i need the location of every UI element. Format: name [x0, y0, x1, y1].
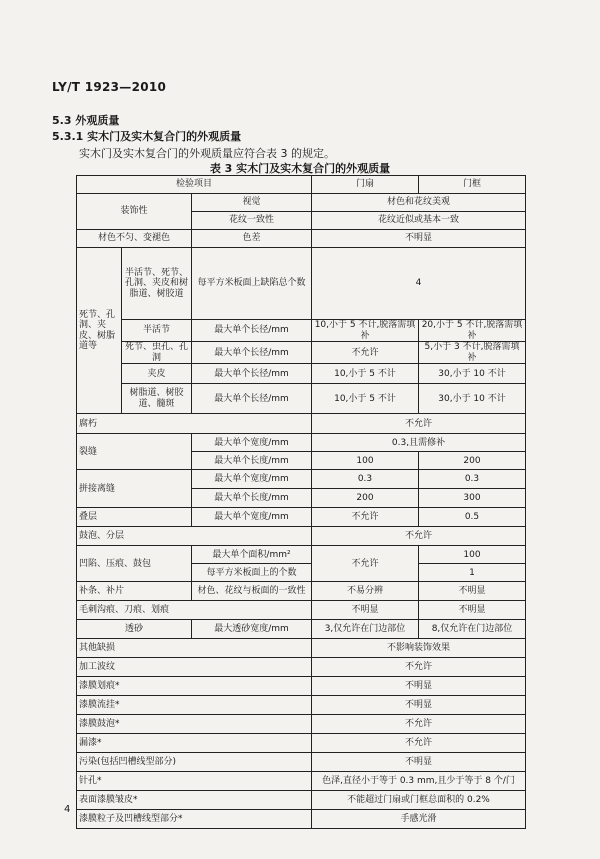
- table-row: [77, 434, 526, 452]
- row-value-leaf: 不易分辨: [312, 582, 419, 601]
- row-value-leaf: 10,小于 5 不计,脱落需填补: [312, 320, 419, 342]
- row-value-frame: 0.3: [419, 470, 526, 489]
- table-caption: 表 3 实木门及实木复合门的外观质量: [209, 162, 391, 175]
- table-row: [77, 546, 526, 564]
- row-value-frame: 30,小于 10 不计: [419, 384, 526, 414]
- row-value-frame: 20,小于 5 不计,脱落需填补: [419, 320, 526, 342]
- row-value: 色泽,直径小于等于 0.3 mm,且少于等于 8 个/门: [312, 772, 526, 791]
- header-door-leaf: 门扇: [312, 176, 419, 194]
- row-indicator: 最大单个宽度/mm: [192, 508, 312, 527]
- table-row: [77, 677, 526, 696]
- row-value-frame: 0.5: [419, 508, 526, 527]
- row-label: 拼接离缝: [77, 470, 192, 508]
- table-row: [77, 734, 526, 753]
- table-row: [77, 639, 526, 658]
- row-indicator: 最大单个宽度/mm: [192, 470, 312, 489]
- table-row: [77, 620, 526, 639]
- row-value: 不影响装饰效果: [312, 639, 526, 658]
- row-value: 不允许: [312, 734, 526, 753]
- table-row: [77, 527, 526, 546]
- row-label: 补条、补片: [77, 582, 192, 601]
- row-value-frame: 不明显: [419, 601, 526, 620]
- row-label: 漆膜粒子及凹槽线型部分*: [77, 810, 312, 829]
- row-value: 不允许: [312, 658, 526, 677]
- row-value-frame: 300: [419, 489, 526, 508]
- row-value: 材色和花纹美观: [312, 194, 526, 212]
- header-item: 检验项目: [77, 176, 312, 194]
- row-value-leaf: 不允许: [312, 508, 419, 527]
- group-label-knots: 死节、孔洞、夹皮、树脂道等: [77, 248, 122, 414]
- table-row: [77, 194, 526, 212]
- table-row: [77, 508, 526, 527]
- table-row: [77, 582, 526, 601]
- row-indicator: 每平方米板面上缺陷总个数: [192, 248, 312, 320]
- row-label: 加工波纹: [77, 658, 312, 677]
- row-value: 不明显: [312, 753, 526, 772]
- row-value: 手感光滑: [312, 810, 526, 829]
- row-label: 其他缺损: [77, 639, 312, 658]
- row-indicator: 材色、花纹与板面的一致性: [192, 582, 312, 601]
- row-indicator: 最大单个长径/mm: [192, 384, 312, 414]
- row-value-leaf: 3,仅允许在门边部位: [312, 620, 419, 639]
- appearance-quality-table: [76, 175, 526, 829]
- row-label: 污染(包括凹槽线型部分): [77, 753, 312, 772]
- row-label: 裂缝: [77, 434, 192, 470]
- table-row: [77, 414, 526, 434]
- row-value: 不允许: [312, 715, 526, 734]
- row-value-leaf: 10,小于 5 不计: [312, 384, 419, 414]
- row-indicator: 最大单个宽度/mm: [192, 434, 312, 452]
- table-row: [77, 601, 526, 620]
- row-value: 不明显: [312, 677, 526, 696]
- row-indicator: 最大单个长度/mm: [192, 452, 312, 470]
- row-label: 腐朽: [77, 414, 312, 434]
- header-door-frame: 门框: [419, 176, 526, 194]
- row-value: 花纹近似或基本一致: [312, 212, 526, 230]
- row-value-leaf: 0.3: [312, 470, 419, 489]
- row-indicator: 最大单个面积/mm²: [192, 546, 312, 564]
- table-row: [77, 753, 526, 772]
- row-label: 装饰性: [77, 194, 192, 230]
- row-sublabel: 半活节: [122, 320, 192, 342]
- row-value-leaf: 200: [312, 489, 419, 508]
- standard-number: LY/T 1923—2010: [52, 80, 167, 94]
- section-heading-5-3-1: 5.3.1 实木门及实木复合门的外观质量: [52, 130, 242, 143]
- row-label: 表面漆膜皱皮*: [77, 791, 312, 810]
- row-value: 不明显: [312, 230, 526, 248]
- row-label: 材色不匀、变褪色: [77, 230, 192, 248]
- row-value-leaf: 10,小于 5 不计: [312, 364, 419, 384]
- table-row: [77, 384, 526, 414]
- row-value: 0.3,且需修补: [312, 434, 526, 452]
- row-value: 4: [312, 248, 526, 320]
- row-value-leaf: 100: [312, 452, 419, 470]
- row-indicator: 最大单个长径/mm: [192, 320, 312, 342]
- row-sublabel: 夹皮: [122, 364, 192, 384]
- row-indicator: 花纹一致性: [192, 212, 312, 230]
- row-value: 不能超过门扇或门框总面积的 0.2%: [312, 791, 526, 810]
- row-value-frame: 1: [419, 564, 526, 582]
- row-indicator: 最大单个长径/mm: [192, 342, 312, 364]
- table-row: [77, 810, 526, 829]
- row-value-leaf: 不允许: [312, 546, 419, 582]
- page-number: 4: [64, 804, 71, 815]
- section-heading-5-3: 5.3 外观质量: [52, 114, 120, 127]
- row-sublabel: 半活节、死节、孔洞、夹皮和树脂道、树胶道: [122, 248, 192, 320]
- table-header-row: [77, 176, 526, 194]
- row-label: 漆膜流挂*: [77, 696, 312, 715]
- row-indicator: 最大单个长径/mm: [192, 364, 312, 384]
- row-label: 针孔*: [77, 772, 312, 791]
- row-value: 不允许: [312, 527, 526, 546]
- row-value-frame: 5,小于 3 不计,脱落需填补: [419, 342, 526, 364]
- table-row: [77, 658, 526, 677]
- table-row: [77, 772, 526, 791]
- row-indicator: 最大透砂宽度/mm: [192, 620, 312, 639]
- table-row: [77, 364, 526, 384]
- row-indicator: 每平方米板面上的个数: [192, 564, 312, 582]
- row-label: 漏漆*: [77, 734, 312, 753]
- row-label: 漆膜划痕*: [77, 677, 312, 696]
- row-indicator: 最大单个长度/mm: [192, 489, 312, 508]
- row-sublabel: 树脂道、树胶道、髓斑: [122, 384, 192, 414]
- table-row: [77, 320, 526, 342]
- row-indicator: 色差: [192, 230, 312, 248]
- table-row: [77, 791, 526, 810]
- row-value-frame: 8,仅允许在门边部位: [419, 620, 526, 639]
- row-label: 毛刺沟痕、刀痕、划痕: [77, 601, 312, 620]
- row-value: 不明显: [312, 696, 526, 715]
- intro-paragraph: 实木门及实木复合门的外观质量应符合表 3 的规定。: [79, 147, 335, 160]
- table-row: [77, 715, 526, 734]
- row-label: 漆膜鼓泡*: [77, 715, 312, 734]
- table-row: [77, 342, 526, 364]
- table-row: [77, 470, 526, 489]
- row-indicator: 视觉: [192, 194, 312, 212]
- row-value-frame: 不明显: [419, 582, 526, 601]
- row-value-leaf: 不允许: [312, 342, 419, 364]
- row-sublabel: 死节、虫孔、孔洞: [122, 342, 192, 364]
- row-value-frame: 200: [419, 452, 526, 470]
- row-label: 叠层: [77, 508, 192, 527]
- table-row: [77, 696, 526, 715]
- table-row: [77, 248, 526, 320]
- row-label: 鼓泡、分层: [77, 527, 312, 546]
- row-label: 凹陷、压痕、鼓包: [77, 546, 192, 582]
- row-value-frame: 100: [419, 546, 526, 564]
- row-value-leaf: 不明显: [312, 601, 419, 620]
- row-label: 透砂: [77, 620, 192, 639]
- row-value-frame: 30,小于 10 不计: [419, 364, 526, 384]
- table-row: [77, 230, 526, 248]
- row-value: 不允许: [312, 414, 526, 434]
